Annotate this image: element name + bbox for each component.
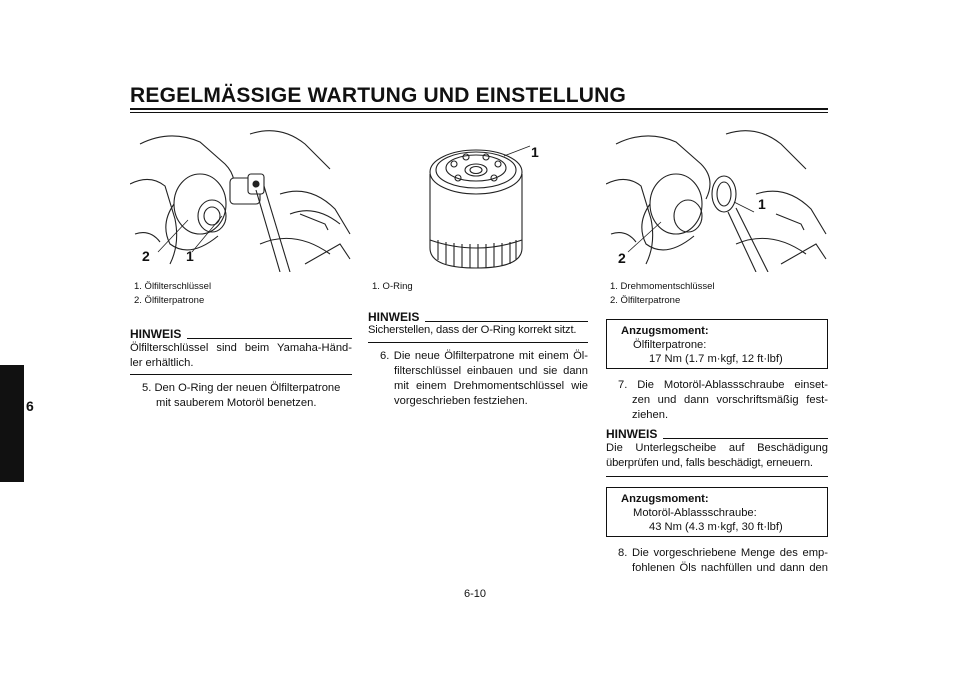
figure-caption	[610, 280, 715, 308]
note-line: überprüfen und, falls beschädigt, erneuern.	[606, 457, 813, 469]
caption-item: 2. Ölfilterpatrone	[610, 295, 681, 306]
note-heading	[368, 310, 588, 324]
note-line: ler erhältlich.	[130, 357, 194, 369]
torque-heading: Anzugsmoment:	[621, 325, 709, 337]
figure-caption	[134, 280, 211, 308]
note-heading	[606, 427, 828, 441]
step-5	[142, 381, 352, 411]
note-heading	[130, 327, 352, 341]
note-text	[606, 441, 828, 471]
step-line: 6. Die neue Ölfilterpatrone mit einem Öl-	[380, 350, 588, 362]
note-line: Ölfilterschlüssel sind beim Yamaha-Händ-	[130, 342, 352, 354]
figure-caption	[372, 280, 413, 294]
note-line: Die Unterlegscheibe auf Beschädigung	[606, 442, 828, 454]
figure-callout-1: 1	[758, 196, 766, 212]
caption-item: 1. Ölfilterschlüssel	[134, 281, 212, 292]
torque-item: Ölfilterpatrone:	[633, 339, 707, 351]
step-8	[618, 546, 828, 576]
torque-spec-box	[606, 319, 828, 369]
step-line: mit sauberem Motoröl benetzen.	[156, 397, 317, 409]
torque-spec-box	[606, 487, 828, 537]
torque-heading: Anzugsmoment:	[621, 493, 709, 505]
step-line: zen und dann vorschriftsmäßig fest-	[632, 394, 828, 406]
note-heading-label: HINWEIS	[606, 427, 658, 441]
title-rule-thin	[130, 112, 828, 113]
oil-filter-cartridge-illustration	[368, 130, 588, 274]
step-line: 5. Den O-Ring der neuen Ölfilterpatrone	[142, 382, 341, 394]
figure-callout-1: 1	[531, 144, 539, 160]
figure-callout-1: 1	[186, 248, 194, 264]
note-end-rule	[368, 342, 588, 343]
step-line: ziehen.	[632, 409, 669, 421]
step-line: 8. Die vorgeschriebene Menge des emp-	[618, 547, 828, 559]
torque-wrench-illustration	[606, 124, 828, 272]
chapter-tab	[0, 365, 24, 482]
figure-callout-2: 2	[142, 248, 150, 264]
torque-value: 17 Nm (1.7 m·kgf, 12 ft·lbf)	[649, 353, 783, 365]
torque-value: 43 Nm (4.3 m·kgf, 30 ft·lbf)	[649, 521, 783, 533]
page-title: REGELMÄSSIGE WARTUNG UND EINSTELLUNG	[130, 84, 627, 107]
caption-item: 1. O-Ring	[372, 281, 413, 292]
note-end-rule	[130, 374, 352, 375]
torque-item: Motoröl-Ablassschraube:	[633, 507, 757, 519]
figure-callout-2: 2	[618, 250, 626, 266]
note-text: Sicherstellen, dass der O-Ring korrekt sitzt.	[368, 324, 577, 336]
page-number: 6-10	[464, 588, 487, 600]
note-heading-label: HINWEIS	[130, 327, 182, 341]
chapter-number: 6	[26, 398, 34, 414]
note-heading-label: HINWEIS	[368, 310, 420, 324]
note-text	[130, 341, 352, 371]
step-line: mit einem Drehmomentschlüssel wie	[394, 380, 588, 392]
note-end-rule	[606, 476, 828, 477]
oil-filter-wrench-illustration	[130, 124, 352, 272]
title-rule	[130, 108, 828, 110]
step-6	[380, 349, 588, 409]
step-7	[618, 378, 828, 423]
caption-item: 1. Drehmomentschlüssel	[610, 281, 715, 292]
step-line: vorgeschrieben festziehen.	[394, 395, 528, 407]
caption-item: 2. Ölfilterpatrone	[134, 295, 205, 306]
step-line: fohlenen Öls nachfüllen und dann den	[632, 562, 828, 574]
step-line: 7. Die Motoröl-Ablassschraube einset-	[618, 379, 828, 391]
step-line: filterschlüssel einbauen und sie dann	[394, 365, 588, 377]
